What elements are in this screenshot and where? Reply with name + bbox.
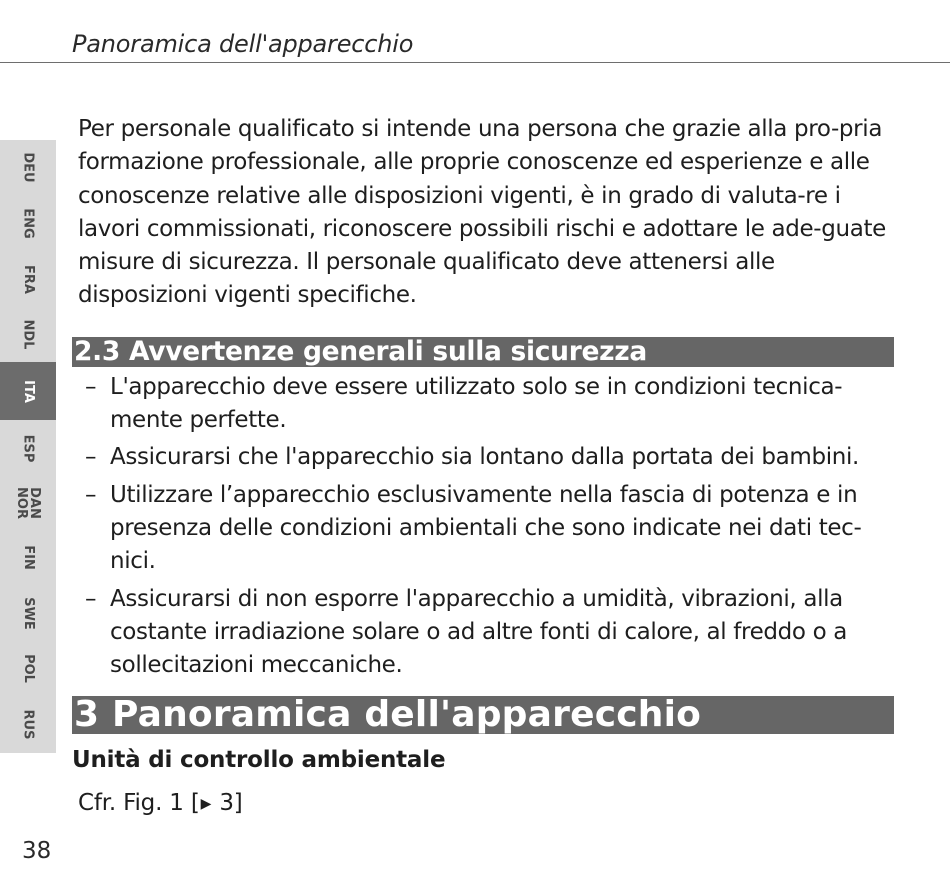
lang-tab-ita[interactable]: ITA	[0, 362, 56, 420]
figure-reference[interactable]	[78, 787, 894, 821]
lang-tab-dan-nor[interactable]: DAN NOR	[13, 487, 42, 519]
bullet-dash: –	[85, 373, 97, 400]
list-item-text: L'apparecchio deve essere utilizzato solo se in condizioni tecnica-mente perfette.	[110, 373, 843, 434]
lang-tab-swe[interactable]: SWE	[20, 596, 36, 630]
list-item	[72, 441, 894, 474]
lang-tab-pol[interactable]: POL	[20, 654, 36, 683]
lang-tab-eng[interactable]: ENG	[20, 207, 36, 239]
bullet-dash: –	[85, 585, 97, 612]
figure-reference-prefix: Cfr. Fig. 1 [	[78, 790, 200, 817]
page-number: 38	[22, 838, 52, 864]
list-item-text: Assicurarsi che l'apparecchio sia lontano dalla portata dei bambini.	[110, 444, 859, 471]
language-tab-strip	[0, 140, 56, 753]
subsection-title: Unità di controllo ambientale	[72, 747, 446, 774]
figure-reference-page: 3]	[219, 790, 243, 817]
page-content	[72, 113, 894, 821]
bullet-dash: –	[85, 444, 97, 471]
lang-tab-fin[interactable]: FIN	[20, 545, 36, 570]
list-item	[72, 479, 894, 579]
safety-warnings-list	[72, 371, 894, 683]
intro-paragraph: Per personale qualificato si intende una persona che grazie alla pro-pria formazione professionale, alle proprie conoscenze ed esperienze e alle conoscenze relative alle disposizioni vigenti, è in grado di valuta-re i lavori commissionati, riconoscere possibili rischi e adottare le ade-guate misure di sicurezza. Il personale qualificato deve attenersi alle disposizioni vigenti specifiche.	[78, 116, 886, 309]
section-heading-3: 3 Panoramica dell'apparecchio	[72, 696, 894, 734]
lang-tab-esp[interactable]: ESP	[20, 434, 36, 462]
header-divider	[0, 62, 950, 63]
lang-tab-deu[interactable]: DEU	[20, 152, 36, 183]
list-item-text: Assicurarsi di non esporre l'apparecchio a umidità, vibrazioni, alla costante irradiazione solare o ad altre fonti di calore, al freddo o a sollecitazioni meccaniche.	[110, 585, 848, 679]
running-header-title: Panoramica dell'apparecchio	[72, 30, 414, 58]
list-item	[72, 371, 894, 438]
list-item	[72, 583, 894, 683]
section-heading-2-3: 2.3 Avvertenze generali sulla sicurezza	[72, 337, 894, 367]
list-item-text: Utilizzare l’apparecchio esclusivamente nella fascia di potenza e in presenza delle condizioni ambientali che sono indicate nei dati tec-nici.	[110, 481, 862, 575]
play-arrow-icon: ▶	[200, 796, 212, 813]
bullet-dash: –	[85, 481, 97, 508]
lang-tab-ndl[interactable]: NDL	[20, 319, 36, 350]
lang-tab-fra[interactable]: FRA	[20, 264, 36, 294]
lang-tab-rus[interactable]: RUS	[20, 709, 36, 740]
